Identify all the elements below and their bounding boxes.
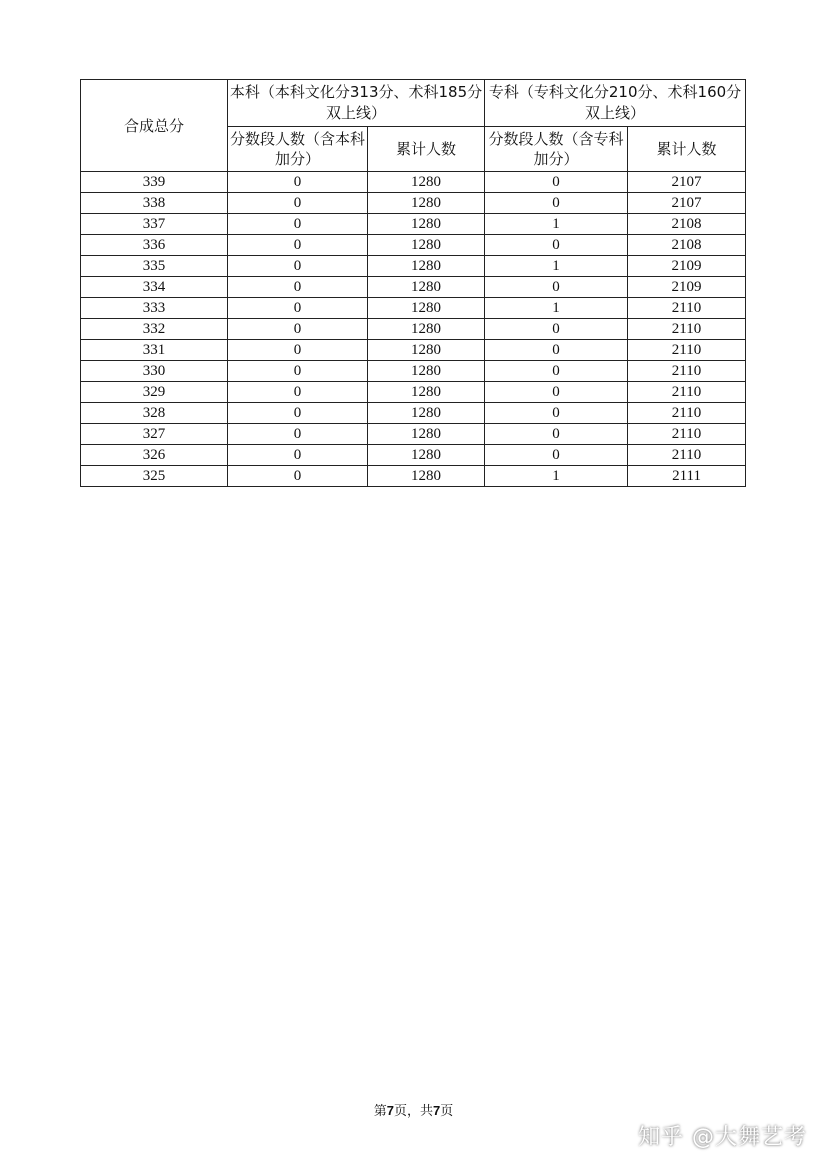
cell-score: 334	[81, 277, 228, 298]
cell-score: 336	[81, 235, 228, 256]
cell-zhuanke-cumulative: 2110	[628, 445, 746, 466]
cell-score: 338	[81, 193, 228, 214]
footer-prefix: 第	[373, 1104, 387, 1119]
cell-score: 331	[81, 340, 228, 361]
cell-zhuanke-count: 0	[485, 277, 628, 298]
footer-page-total: 7	[433, 1103, 441, 1118]
header-benke-cumulative: 累计人数	[368, 127, 485, 172]
cell-benke-cumulative: 1280	[368, 445, 485, 466]
cell-zhuanke-count: 0	[485, 445, 628, 466]
cell-benke-count: 0	[228, 340, 368, 361]
cell-zhuanke-cumulative: 2108	[628, 214, 746, 235]
cell-zhuanke-cumulative: 2108	[628, 235, 746, 256]
cell-benke-cumulative: 1280	[368, 193, 485, 214]
table-row	[81, 424, 746, 445]
cell-zhuanke-cumulative: 2110	[628, 361, 746, 382]
page-footer	[0, 1100, 827, 1119]
cell-score: 326	[81, 445, 228, 466]
cell-benke-cumulative: 1280	[368, 361, 485, 382]
cell-benke-cumulative: 1280	[368, 277, 485, 298]
cell-zhuanke-cumulative: 2110	[628, 319, 746, 340]
cell-zhuanke-cumulative: 2109	[628, 256, 746, 277]
cell-benke-count: 0	[228, 193, 368, 214]
table-body	[81, 172, 746, 487]
cell-benke-cumulative: 1280	[368, 382, 485, 403]
footer-middle: 页，共	[393, 1104, 433, 1119]
cell-zhuanke-count: 0	[485, 424, 628, 445]
cell-benke-count: 0	[228, 298, 368, 319]
cell-benke-count: 0	[228, 382, 368, 403]
cell-benke-cumulative: 1280	[368, 424, 485, 445]
cell-zhuanke-count: 0	[485, 235, 628, 256]
cell-zhuanke-count: 0	[485, 382, 628, 403]
header-benke-count: 分数段人数（含本科加分）	[228, 127, 368, 172]
cell-benke-count: 0	[228, 214, 368, 235]
cell-zhuanke-count: 1	[485, 214, 628, 235]
cell-zhuanke-cumulative: 2110	[628, 298, 746, 319]
table-row	[81, 340, 746, 361]
table-row	[81, 298, 746, 319]
footer-suffix: 页	[440, 1104, 454, 1119]
cell-zhuanke-count: 0	[485, 319, 628, 340]
score-distribution-table	[80, 79, 746, 487]
cell-score: 325	[81, 466, 228, 487]
cell-zhuanke-count: 0	[485, 403, 628, 424]
footer-page-current: 7	[386, 1103, 394, 1118]
cell-score: 339	[81, 172, 228, 193]
cell-score: 330	[81, 361, 228, 382]
cell-zhuanke-count: 1	[485, 298, 628, 319]
header-total-score: 合成总分	[81, 80, 228, 172]
table-row	[81, 214, 746, 235]
cell-benke-count: 0	[228, 424, 368, 445]
cell-score: 332	[81, 319, 228, 340]
cell-benke-count: 0	[228, 235, 368, 256]
table-row	[81, 235, 746, 256]
cell-benke-count: 0	[228, 361, 368, 382]
cell-benke-count: 0	[228, 445, 368, 466]
cell-score: 327	[81, 424, 228, 445]
cell-benke-count: 0	[228, 256, 368, 277]
cell-benke-count: 0	[228, 466, 368, 487]
cell-benke-count: 0	[228, 319, 368, 340]
cell-benke-cumulative: 1280	[368, 403, 485, 424]
cell-zhuanke-count: 0	[485, 340, 628, 361]
table-row	[81, 172, 746, 193]
table-row	[81, 466, 746, 487]
table-row	[81, 277, 746, 298]
cell-zhuanke-count: 1	[485, 256, 628, 277]
cell-zhuanke-cumulative: 2110	[628, 382, 746, 403]
cell-benke-count: 0	[228, 403, 368, 424]
cell-benke-cumulative: 1280	[368, 319, 485, 340]
table-row	[81, 445, 746, 466]
cell-zhuanke-count: 0	[485, 193, 628, 214]
table-row	[81, 403, 746, 424]
cell-score: 337	[81, 214, 228, 235]
table-row	[81, 193, 746, 214]
table-row	[81, 256, 746, 277]
table-row	[81, 319, 746, 340]
cell-benke-cumulative: 1280	[368, 298, 485, 319]
cell-zhuanke-count: 0	[485, 172, 628, 193]
cell-zhuanke-cumulative: 2111	[628, 466, 746, 487]
cell-zhuanke-cumulative: 2109	[628, 277, 746, 298]
cell-score: 329	[81, 382, 228, 403]
cell-zhuanke-cumulative: 2107	[628, 193, 746, 214]
cell-zhuanke-cumulative: 2110	[628, 424, 746, 445]
table-row	[81, 382, 746, 403]
cell-zhuanke-count: 0	[485, 361, 628, 382]
cell-benke-cumulative: 1280	[368, 172, 485, 193]
cell-benke-count: 0	[228, 172, 368, 193]
cell-zhuanke-cumulative: 2110	[628, 340, 746, 361]
cell-zhuanke-cumulative: 2107	[628, 172, 746, 193]
cell-benke-cumulative: 1280	[368, 340, 485, 361]
cell-benke-cumulative: 1280	[368, 256, 485, 277]
header-zhuanke: 专科（专科文化分210分、术科160分双上线）	[485, 80, 746, 127]
cell-benke-count: 0	[228, 277, 368, 298]
cell-benke-cumulative: 1280	[368, 214, 485, 235]
table-row	[81, 361, 746, 382]
cell-benke-cumulative: 1280	[368, 235, 485, 256]
header-zhuanke-cumulative: 累计人数	[628, 127, 746, 172]
cell-score: 328	[81, 403, 228, 424]
cell-score: 335	[81, 256, 228, 277]
cell-benke-cumulative: 1280	[368, 466, 485, 487]
cell-score: 333	[81, 298, 228, 319]
cell-zhuanke-count: 1	[485, 466, 628, 487]
header-benke: 本科（本科文化分313分、术科185分双上线）	[228, 80, 485, 127]
watermark: 知乎 @大舞艺考	[638, 1125, 807, 1150]
header-zhuanke-count: 分数段人数（含专科加分）	[485, 127, 628, 172]
cell-zhuanke-cumulative: 2110	[628, 403, 746, 424]
